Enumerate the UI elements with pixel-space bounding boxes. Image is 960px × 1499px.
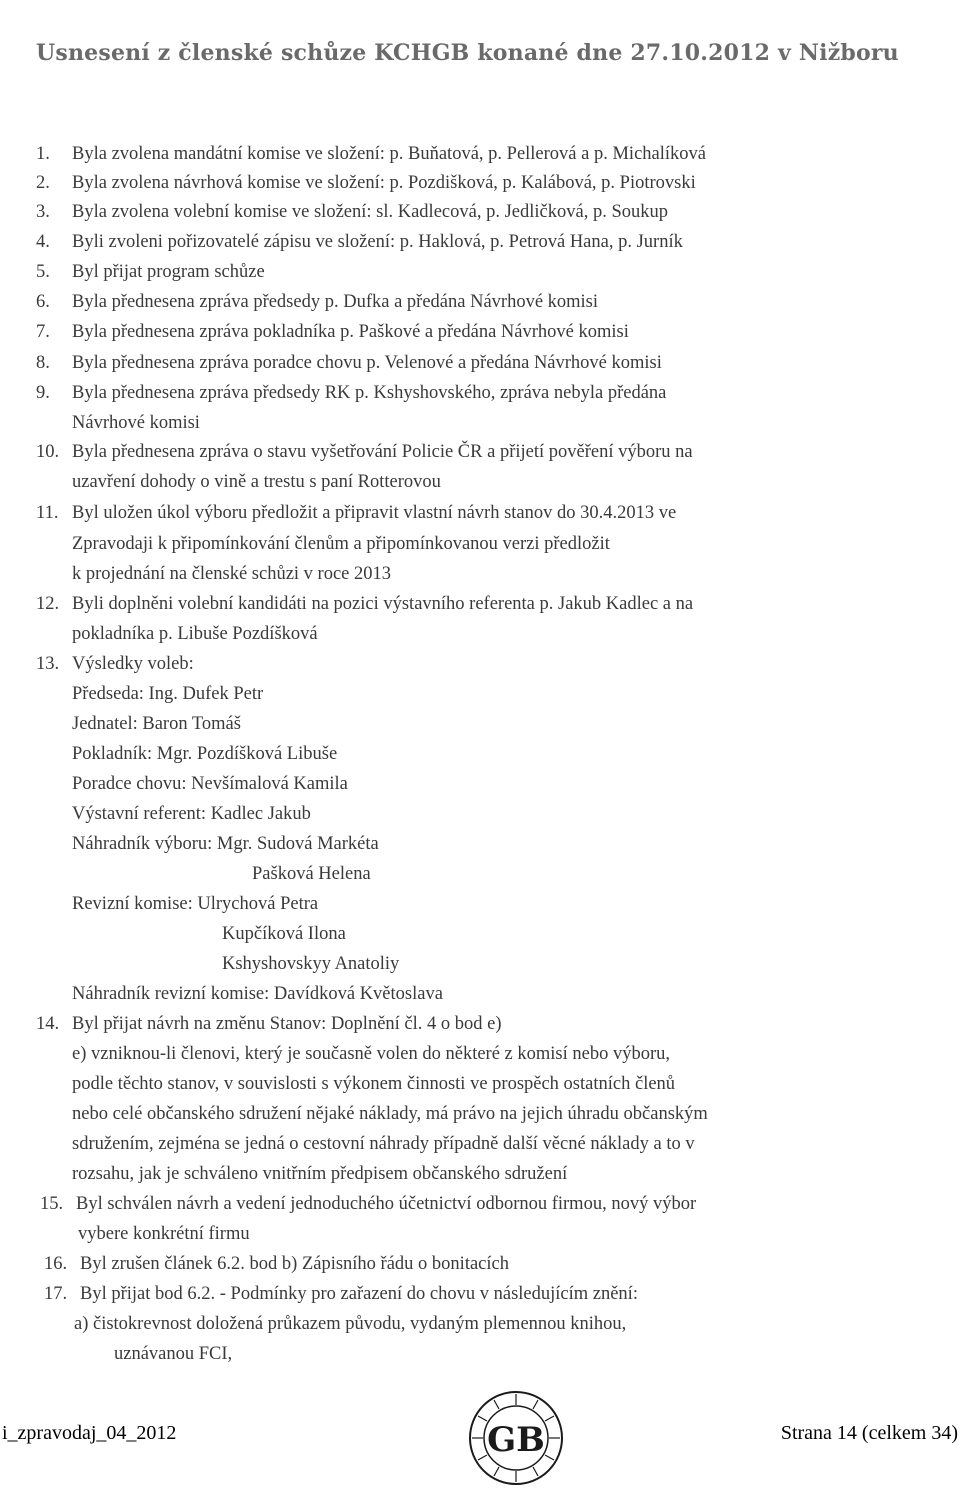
resolution-number: 2. — [36, 173, 50, 193]
resolution-text: Byla přednesena zpráva o stavu vyšetřování Policie ČR a přijetí pověření výboru na — [72, 442, 693, 462]
resolution-line — [72, 534, 610, 555]
footer-page-number: Strana 14 (celkem 34) — [780, 1422, 958, 1444]
resolution-line — [78, 1224, 250, 1245]
resolution-line — [36, 173, 696, 194]
resolution-line — [252, 864, 371, 885]
resolution-text: Náhradník výboru: Mgr. Sudová Markéta — [72, 834, 379, 854]
resolution-line — [36, 654, 194, 675]
resolution-line — [72, 624, 318, 645]
resolution-line — [72, 1104, 708, 1125]
resolution-number: 5. — [36, 262, 50, 282]
club-logo-icon — [466, 1388, 566, 1488]
resolution-line — [222, 954, 399, 975]
resolution-number: 14. — [36, 1014, 60, 1034]
resolution-text: Byla zvolena návrhová komise ve složení: p. Pozdišková, p. Kalábová, p. Piotrovski — [72, 173, 696, 193]
resolution-text: uzavření dohody o vině a trestu s paní Rotterovou — [72, 472, 441, 492]
resolution-text: Byla zvolena volební komise ve složení: sl. Kadlecová, p. Jedličková, p. Soukup — [72, 202, 668, 222]
resolution-text: Kupčíková Ilona — [222, 924, 346, 944]
resolution-text: podle těchto stanov, v souvislosti s výkonem činnosti ve prospěch ostatních členů — [72, 1074, 676, 1094]
resolution-number: 17. — [44, 1284, 68, 1304]
resolution-line — [72, 714, 241, 735]
resolution-text: Byl zrušen článek 6.2. bod b) Zápisního řádu o bonitacích — [80, 1254, 509, 1274]
resolution-number: 11. — [36, 503, 59, 523]
resolution-number: 6. — [36, 292, 50, 312]
resolution-line — [72, 834, 379, 855]
resolution-line — [72, 744, 337, 765]
resolution-text: Pašková Helena — [252, 864, 371, 884]
resolution-line — [36, 353, 662, 374]
resolution-text: Byl přijat bod 6.2. - Podmínky pro zařazení do chovu v následujícím znění: — [80, 1284, 638, 1304]
resolution-line — [44, 1284, 638, 1305]
resolution-text: Náhradník revizní komise: Davídková Květoslava — [72, 984, 443, 1004]
resolution-text: Návrhové komisi — [72, 413, 200, 433]
resolution-text: Byla přednesena zpráva předsedy RK p. Kshyshovského, zpráva nebyla předána — [72, 383, 667, 403]
resolution-text: uznávanou FCI, — [114, 1344, 233, 1364]
resolution-text: Byli zvoleni pořizovatelé zápisu ve složení: p. Haklová, p. Petrová Hana, p. Jurník — [72, 232, 683, 252]
resolution-text: Byla přednesena zpráva pokladníka p. Paškové a předána Návrhové komisi — [72, 322, 629, 342]
resolution-line — [74, 1314, 626, 1335]
resolution-text: vybere konkrétní firmu — [78, 1224, 250, 1244]
resolution-line — [72, 1074, 675, 1095]
resolution-text: Výsledky voleb: — [72, 654, 194, 674]
resolution-line — [36, 262, 265, 283]
document-title: Usnesení z členské schůze KCHGB konané dne 27.10.2012 v Nižboru — [36, 40, 899, 66]
resolution-line — [36, 144, 706, 165]
resolution-line — [72, 684, 263, 705]
resolution-text: Byla zvolena mandátní komise ve složení: p. Buňatová, p. Pellerová a p. Michalíková — [72, 144, 706, 164]
resolution-line — [72, 1164, 567, 1185]
resolution-text: k projednání na členské schůzi v roce 2013 — [72, 564, 392, 584]
resolution-line — [72, 1044, 670, 1065]
resolution-text: Byli doplněni volební kandidáti na pozici výstavního referenta p. Jakub Kadlec a na — [72, 594, 694, 614]
resolution-text: Zpravodaji k připomínkování členům a připomínkovanou verzi předložit — [72, 534, 610, 554]
resolution-text: Byl přijat program schůze — [72, 262, 265, 282]
resolution-text: nebo celé občanského sdružení nějaké náklady, má právo na jejich úhradu občanským — [72, 1104, 708, 1124]
resolution-text: pokladníka p. Libuše Pozdíšková — [72, 624, 318, 644]
resolution-text: Byl uložen úkol výboru předložit a připravit vlastní návrh stanov do 30.4.2013 ve — [72, 503, 677, 523]
resolution-line — [36, 292, 598, 313]
resolution-number: 16. — [44, 1254, 68, 1274]
resolution-line — [36, 322, 629, 343]
resolution-text: Byla přednesena zpráva poradce chovu p. Velenové a předána Návrhové komisi — [72, 353, 662, 373]
resolution-number: 3. — [36, 202, 50, 222]
logo-letters: GB — [487, 1420, 545, 1460]
resolution-line — [72, 984, 443, 1005]
resolution-number: 13. — [36, 654, 60, 674]
resolution-line — [36, 202, 668, 223]
resolution-line — [36, 503, 676, 524]
resolution-text: Kshyshovskyy Anatoliy — [222, 954, 400, 974]
resolution-text: Jednatel: Baron Tomáš — [72, 714, 241, 734]
resolution-line — [40, 1194, 696, 1215]
resolution-line — [72, 894, 318, 915]
resolution-line — [72, 1134, 695, 1155]
resolution-line — [222, 924, 346, 945]
resolution-text: sdružením, zejména se jedná o cestovní náhrady případně další věcné náklady a to v — [72, 1134, 695, 1154]
resolution-line — [72, 472, 441, 493]
resolution-number: 9. — [36, 383, 50, 403]
footer-publication: i_zpravodaj_04_2012 — [2, 1422, 177, 1444]
resolution-line — [36, 1014, 502, 1035]
resolution-line — [72, 564, 391, 585]
resolution-line — [36, 232, 683, 253]
resolution-text: Byla přednesena zpráva předsedy p. Dufka a předána Návrhové komisi — [72, 292, 599, 312]
resolution-line — [72, 413, 200, 434]
resolution-number: 4. — [36, 232, 50, 252]
resolution-text: Pokladník: Mgr. Pozdíšková Libuše — [72, 744, 338, 764]
resolution-line — [72, 774, 348, 795]
resolution-line — [36, 594, 693, 615]
resolution-text: Byl schválen návrh a vedení jednoduchého účetnictví odbornou firmou, nový výbor — [76, 1194, 697, 1214]
resolution-line — [36, 383, 666, 404]
resolution-text: Revizní komise: Ulrychová Petra — [72, 894, 319, 914]
resolution-text: Výstavní referent: Kadlec Jakub — [72, 804, 311, 824]
resolution-line — [44, 1254, 509, 1275]
resolution-text: a) čistokrevnost doložená průkazem původu, vydaným plemennou knihou, — [74, 1314, 627, 1334]
resolution-number: 8. — [36, 353, 50, 373]
resolution-line — [36, 442, 693, 463]
resolution-text: e) vzniknou-li členovi, který je současně volen do některé z komisí nebo výboru, — [72, 1044, 670, 1064]
resolution-line — [114, 1344, 232, 1365]
resolution-text: Byl přijat návrh na změnu Stanov: Doplnění čl. 4 o bod e) — [72, 1014, 502, 1034]
resolution-number: 10. — [36, 442, 60, 462]
resolution-text: Poradce chovu: Nevšímalová Kamila — [72, 774, 348, 794]
resolution-number: 15. — [40, 1194, 64, 1214]
resolution-text: rozsahu, jak je schváleno vnitřním předpisem občanského sdružení — [72, 1164, 568, 1184]
resolution-number: 7. — [36, 322, 50, 342]
resolution-line — [72, 804, 311, 825]
resolution-number: 1. — [36, 144, 50, 164]
resolution-number: 12. — [36, 594, 60, 614]
resolution-text: Předseda: Ing. Dufek Petr — [72, 684, 264, 704]
